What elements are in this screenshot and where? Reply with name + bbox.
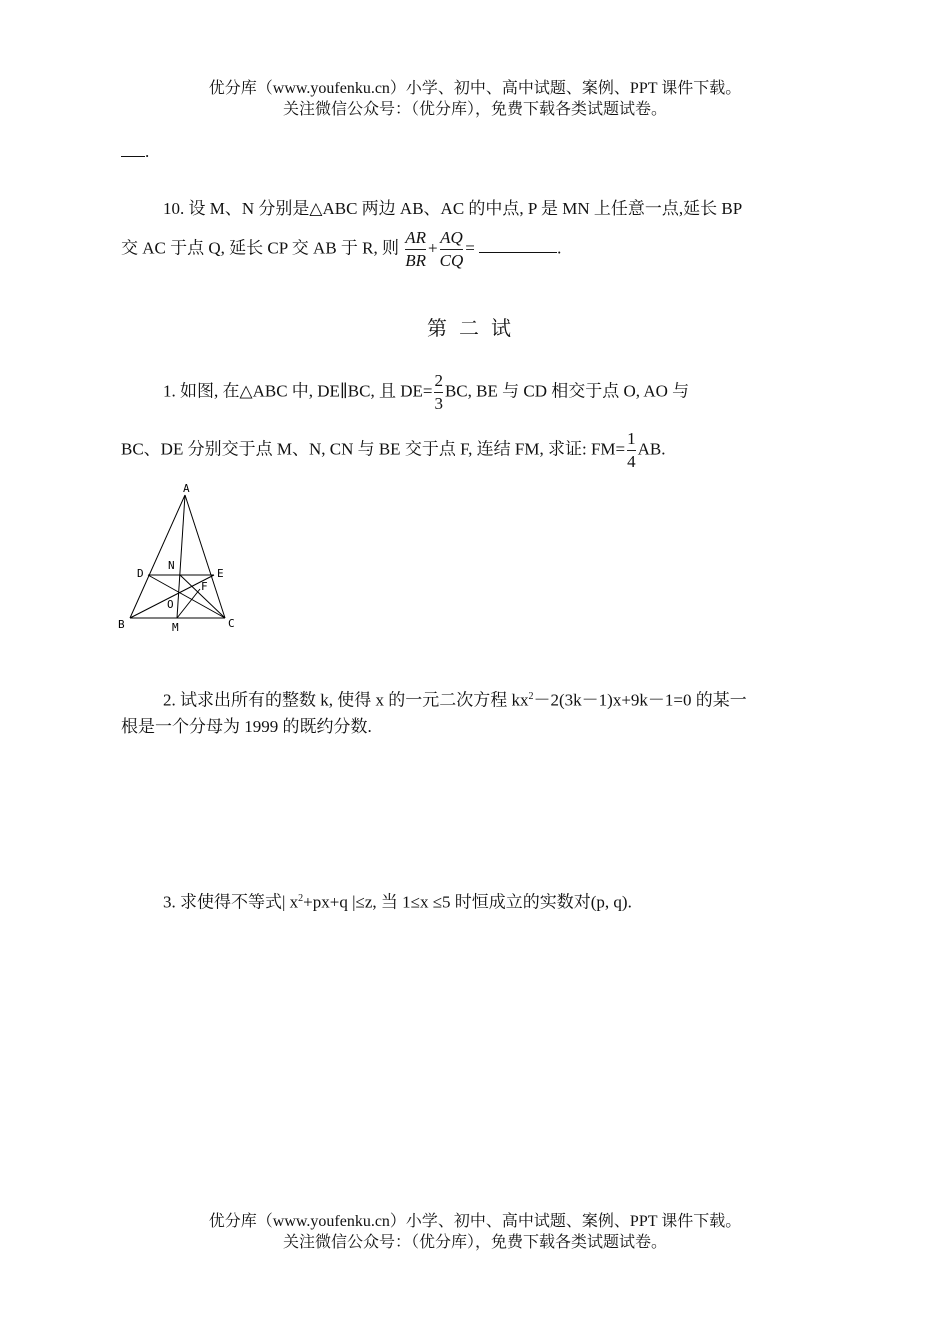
q10-end-period: . — [557, 238, 562, 258]
frac-numerator: AQ — [440, 227, 464, 250]
label-b: B — [118, 618, 125, 631]
frac-denominator: CQ — [439, 251, 464, 270]
footer-line-2: 关注微信公众号：（优分库），免费下载各类试题试卷。 — [282, 1234, 667, 1251]
header-line-1: 优分库（www.youfenku.cn）小学、初中、高中试题、案例、PPT 课件下载。 — [208, 80, 742, 97]
p1-line-1-pre: 1. 如图, 在△ABC 中, DE∥BC, 且 DE= — [163, 381, 433, 401]
triangle-figure — [110, 478, 250, 638]
q10-line-2 — [121, 227, 561, 272]
label-f: F — [201, 580, 208, 593]
label-d: D — [137, 567, 144, 580]
p1-line-2 — [121, 428, 666, 473]
p3-line — [163, 888, 632, 914]
p2-line-1-post: －2(3k－1)x+9k－1=0 的某一 — [533, 690, 747, 710]
p3-superscript: 2 — [298, 893, 304, 904]
footer-line-1: 优分库（www.youfenku.cn）小学、初中、高中试题、案例、PPT 课件下载。 — [208, 1213, 742, 1230]
previous-answer-blank — [121, 140, 149, 163]
p2-superscript: 2 — [528, 691, 534, 702]
p3-pre: 3. 求使得不等式| x — [163, 892, 299, 912]
answer-blank — [479, 236, 557, 253]
p1-line-1-post: BC, BE 与 CD 相交于点 O, AO 与 — [444, 381, 690, 401]
fraction-two-thirds — [434, 370, 443, 415]
fraction-aq-cq — [440, 227, 464, 272]
plus-sign: + — [428, 238, 438, 258]
q10-line-2-text: 交 AC 于点 Q, 延长 CP 交 AB 于 R, 则 — [121, 238, 404, 258]
label-c: C — [228, 617, 235, 630]
fraction-ar-br — [405, 227, 426, 272]
header-line-2: 关注微信公众号：（优分库），免费下载各类试题试卷。 — [282, 101, 667, 118]
blank-period: . — [145, 142, 150, 161]
segment-ab — [130, 495, 185, 618]
label-n: N — [168, 559, 175, 572]
q10-line-1: 10. 设 M、N 分别是△ABC 两边 AB、AC 的中点, P 是 MN 上任意一点,延长 BP — [163, 199, 743, 218]
frac-denominator: 4 — [627, 452, 636, 471]
p1-line-2-post: AB. — [637, 439, 666, 459]
p1-line-1 — [163, 370, 689, 415]
frac-denominator: 3 — [434, 394, 443, 413]
label-a: A — [183, 482, 190, 495]
label-m: M — [172, 621, 179, 634]
frac-numerator: 2 — [434, 370, 443, 393]
frac-numerator: AR — [405, 227, 426, 250]
segment-am — [177, 495, 185, 618]
section-title: 第二试 — [427, 318, 523, 340]
p2-line-1 — [163, 686, 747, 712]
label-o: O — [167, 598, 174, 611]
p3-post: +px+q |≤z, 当 1≤x ≤5 时恒成立的实数对(p, q). — [303, 892, 632, 912]
p1-line-2-pre: BC、DE 分别交于点 M、N, CN 与 BE 交于点 F, 连结 FM, 求证: FM= — [121, 439, 626, 459]
equals-sign: = — [465, 238, 475, 258]
label-e: E — [217, 567, 224, 580]
p2-line-1-pre: 2. 试求出所有的整数 k, 使得 x 的一元二次方程 kx — [163, 690, 529, 710]
frac-numerator: 1 — [627, 428, 636, 451]
p2-line-2: 根是一个分母为 1999 的既约分数. — [121, 717, 372, 736]
fraction-one-quarter — [627, 428, 636, 473]
frac-denominator: BR — [405, 251, 427, 270]
